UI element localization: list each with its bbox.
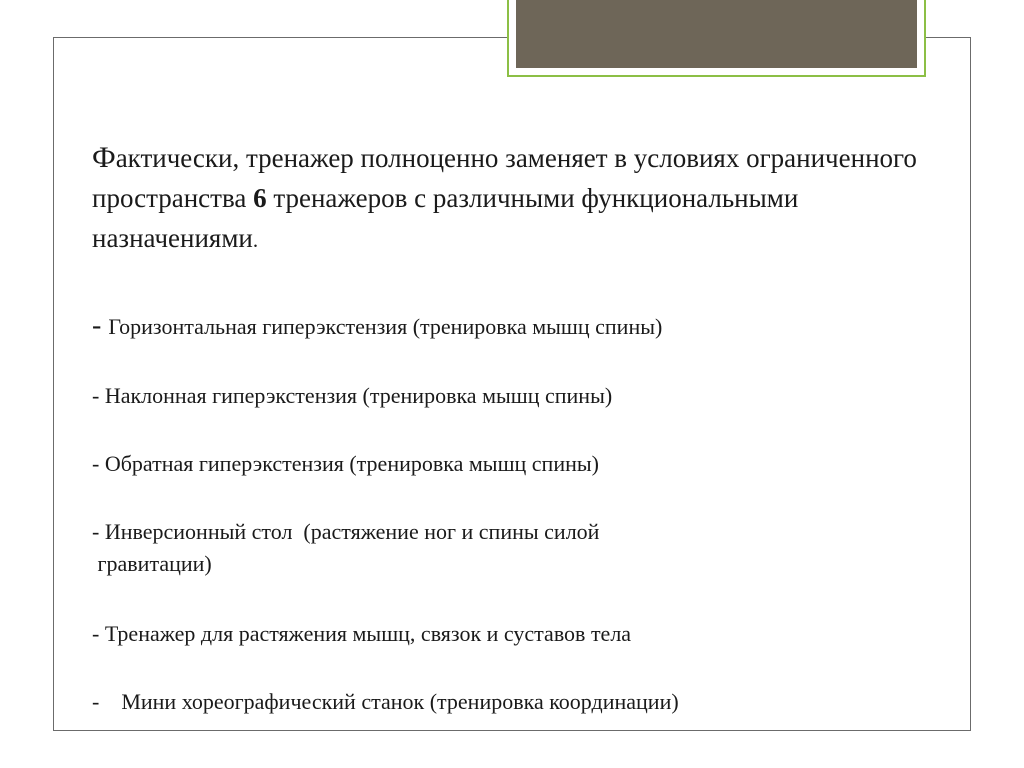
intro-paragraph [92, 138, 922, 260]
list-item [92, 448, 599, 480]
list-item [92, 310, 662, 343]
list-item-text: Обратная гиперэкстензия (тренировка мышц спины) [104, 451, 599, 476]
list-item-dash: - [92, 689, 122, 714]
list-item-dash: - [92, 310, 109, 341]
slide-content [92, 138, 942, 714]
list-item-dash: - [92, 451, 105, 476]
intro-text-part2: тренажеров с различными функциональными назначениями [92, 183, 799, 253]
intro-number: 6 [253, 183, 267, 213]
list-item-dash: - [92, 519, 105, 544]
list-item-continuation [92, 548, 212, 580]
header-decoration [507, 0, 926, 77]
intro-text-part1: актически, тренажер полноценно заменяет в условиях ограниченного пространства [92, 143, 917, 213]
list-item [92, 686, 679, 718]
list-item [92, 516, 599, 548]
intro-period: . [252, 228, 259, 252]
list-item-continuation-text: гравитации) [92, 551, 212, 576]
list-item-text: Мини хореографический станок (тренировка координации) [121, 689, 679, 714]
list-item-dash: - [92, 383, 105, 408]
list-item [92, 618, 631, 650]
list-item-dash: - [92, 621, 105, 646]
header-decoration-fill [516, 0, 917, 68]
list-item-text: Горизонтальная гиперэкстензия (тренировка мышц спины) [108, 314, 663, 339]
list-item-text: Наклонная гиперэкстензия (тренировка мышц спины) [104, 383, 613, 408]
intro-first-letter: Ф [92, 141, 116, 174]
list-item [92, 380, 612, 412]
list-item-text: Инверсионный стол (растяжение ног и спины силой [104, 519, 600, 544]
list-item-text: Тренажер для растяжения мышц, связок и суставов тела [104, 621, 632, 646]
